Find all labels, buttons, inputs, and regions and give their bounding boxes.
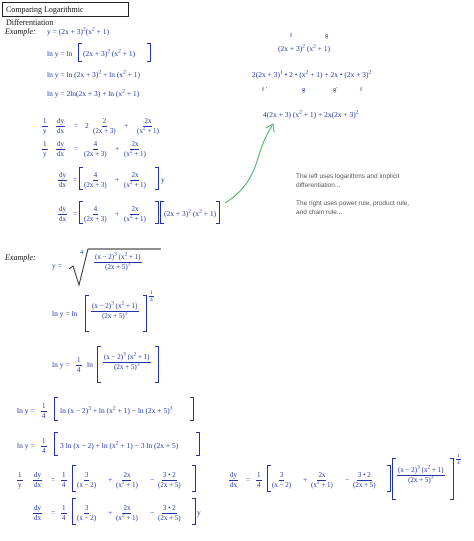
ex1-tail: $(2x + 3)^2$ $(x^2 + 1)$: [164, 208, 217, 218]
ln-word: ln: [87, 360, 93, 369]
bracket-right: [387, 465, 391, 492]
plus: +: [124, 121, 129, 130]
ex2-fraction: $\frac{(x - 2)^3 (x^2 + 1)}{(2x + 5)^3}$: [92, 300, 138, 320]
frac-dy-dx: $\frac{dy}{dx}$: [59, 205, 66, 223]
equals: =: [73, 209, 78, 218]
note-line-2: differentiation...: [296, 182, 341, 189]
frac-dy-dx: $\frac{dy}{dx}$: [34, 471, 41, 489]
ex2-fraction: $\frac{(x - 2)^3 (x^2 + 1)}{(2x + 5)^3}$: [398, 464, 444, 484]
bracket-left: [72, 498, 76, 525]
frac-3x2-over-2x5: $\frac{3 • 2}{(2x + 5)}$: [158, 504, 181, 522]
frac-1-4: $\frac{1}{4}$: [77, 356, 81, 374]
frac-2x-over-x21: $\frac{2x}{(x^2 + 1)}$: [116, 471, 138, 489]
root-index: 4: [80, 249, 84, 256]
note-line-4: and chain rule...: [296, 209, 343, 216]
note-line-1: The left uses logarithms and implicit: [296, 173, 400, 180]
ex2-ln-line-2: ln y =: [52, 360, 70, 369]
example-label-1: Example:: [5, 27, 36, 36]
frac-4-over-2x3: $\frac{4}{(2x + 3)}$: [84, 171, 107, 189]
bracket-left: [79, 167, 83, 190]
frac-1-4: $\frac{1}{4}$: [42, 437, 46, 455]
ex2-fraction: $\frac{(x - 2)^3 (x^2 + 1)}{(2x + 5)^3}$: [104, 351, 150, 371]
frac-2x-over-x21: $\frac{2x}{(x^2 + 1)}$: [116, 504, 138, 522]
plus: +: [303, 475, 308, 484]
frac-1-over-y: $\frac{1}{y}$: [43, 140, 47, 158]
equals: =: [74, 121, 79, 130]
frac-2x-over-x21: $\frac{2x}{(x^2 + 1)}$: [311, 471, 333, 489]
frac-dy-dx: $\frac{dy}{dx}$: [57, 117, 64, 135]
bracket-right: [450, 458, 454, 500]
note-line-3: The right uses power rule, product rule,: [296, 200, 410, 207]
plus: +: [115, 144, 120, 153]
right-result: 4(2x + 3) $(x^2 + 1) + 2x(2x + 3)^2$: [263, 109, 359, 119]
green-arrow: [220, 118, 280, 208]
bracket-right: [155, 167, 159, 190]
exponent-1-4: $\frac{1}{4}$: [150, 290, 153, 303]
ex1-ln-line-3: $\ln y = 2\ln(2x + 3) + \ln (x^2 + 1)$: [47, 88, 140, 98]
frac-3-over-x2: $\frac{3}{(x - 2)}$: [272, 471, 292, 489]
label-g2: g: [302, 86, 306, 93]
frac-3-over-x2: $\frac{3}{(x - 2)}$: [77, 504, 97, 522]
bracket-right: [192, 465, 196, 492]
label-f: f: [290, 32, 293, 39]
equals: =: [51, 508, 56, 517]
y-factor: y: [197, 508, 201, 517]
frac-dy-dx: $\frac{dy}{dx}$: [34, 504, 41, 522]
ex2-y-eq: y =: [52, 261, 62, 270]
frac-2x-over-x21: $\frac{2x}{(x^2 + 1)}$: [124, 171, 146, 189]
frac-1-4: $\frac{1}{4}$: [62, 504, 66, 522]
label-g: g: [325, 32, 329, 39]
frac-1-over-y: $\frac{1}{y}$: [43, 117, 47, 135]
ex2-radicand: $\frac{(x - 2)^3 (x^2 + 1)}{(2x + 5)^3}$: [95, 251, 141, 271]
frac-4-over-2x3: $\frac{4}{(2x + 3)}$: [84, 205, 107, 223]
bracket-left: [54, 397, 58, 421]
equals: =: [73, 175, 78, 184]
frac-3x2-over-2x5: $\frac{3 • 2}{(2x + 5)}$: [353, 471, 376, 489]
bracket-left: [85, 295, 89, 332]
frac-1-4: $\frac{1}{4}$: [62, 471, 66, 489]
bracket-left: [392, 458, 396, 500]
bracket-right: [190, 397, 194, 421]
ex1-ln-line-1-body: $(2x + 3)^2$ $(x^2 + 1)$: [83, 48, 136, 58]
bracket-left: [79, 201, 83, 224]
bracket-right: [155, 201, 159, 224]
bracket-left: [97, 346, 101, 383]
equals: =: [74, 144, 79, 153]
example-label-2: Example:: [5, 253, 36, 262]
minus: −: [150, 508, 155, 517]
equals: =: [51, 475, 56, 484]
plus: +: [115, 209, 120, 218]
frac-1-over-y: $\frac{1}{y}$: [18, 471, 22, 489]
frac-2x-over-x21: $\frac{2x}{(x^2 + 1)}$: [137, 117, 159, 135]
frac-dy-dx: $\frac{dy}{dx}$: [57, 140, 64, 158]
label-f2: f: [360, 86, 363, 93]
coef-2: 2: [85, 121, 89, 130]
bracket-right: [143, 295, 147, 332]
right-product-rule-line: $2(2x + 3)^1$ • 2 • $(x^2 + 1) + 2x$ • $(2x + 3)^2$: [252, 69, 372, 79]
equals: =: [246, 475, 251, 484]
label-fprime: f ': [262, 86, 267, 93]
ex2-ln-line-4: ln y =: [17, 441, 35, 450]
bracket-left: [267, 465, 271, 492]
frac-4-over-2x3: $\frac{4}{(2x + 3)}$: [84, 140, 107, 158]
minus: −: [345, 475, 350, 484]
bracket-right: [192, 498, 196, 525]
frac-2-over-2x3: $\frac{2}{(2x + 3)}$: [93, 117, 116, 135]
bracket-left: [54, 432, 58, 456]
ex2-ln-line-1: ln y = ln: [52, 309, 78, 318]
minus: −: [150, 475, 155, 484]
right-product: $(2x + 3)^2$ $(x^2 + 1)$: [278, 43, 331, 53]
frac-3-over-x2: $\frac{3}{(x - 2)}$: [77, 471, 97, 489]
frac-3x2-over-2x5: $\frac{3 • 2}{(2x + 5)}$: [158, 471, 181, 489]
ex1-ln-line-2: $\ln y = \ln (2x + 3)^2 + \ln (x^2 + 1)$: [47, 69, 141, 79]
frac-2x-over-x21: $\frac{2x}{(x^2 + 1)}$: [124, 140, 146, 158]
bracket-right: [147, 43, 151, 62]
ex1-ln-line-1: ln y = ln: [47, 49, 73, 58]
plus: +: [108, 508, 113, 517]
frac-1-4: $\frac{1}{4}$: [257, 471, 261, 489]
bracket-right: [155, 346, 159, 383]
y-factor: y: [161, 175, 165, 184]
plus: +: [115, 175, 120, 184]
bracket-left: [72, 465, 76, 492]
exponent-1-4: $\frac{1}{4}$: [457, 453, 460, 466]
frac-2x-over-x21: $\frac{2x}{(x^2 + 1)}$: [124, 205, 146, 223]
frac-1-4: $\frac{1}{4}$: [42, 402, 46, 420]
bracket-left: [78, 43, 82, 62]
ex2-ln-line-3-body: $\ln (x - 2)^3 + \ln (x^2 + 1) - \ln (2x + 5)^3$: [60, 405, 173, 415]
ex1-equation: $y = (2x + 3)^2(x^2 + 1)$: [47, 26, 109, 36]
frac-dy-dx: $\frac{dy}{dx}$: [230, 471, 237, 489]
ex2-ln-line-3: ln y =: [17, 406, 35, 415]
label-gprime: g': [333, 86, 338, 93]
ex2-ln-line-4-body: 3 $\ln (x - 2) + \ln (x^2 + 1) - 3$ ln (2x + 5): [60, 440, 179, 450]
plus: +: [108, 475, 113, 484]
bracket-right: [196, 432, 200, 456]
page-title: Comparing Logarithmic Differentiation: [2, 2, 129, 17]
frac-dy-dx: $\frac{dy}{dx}$: [59, 171, 66, 189]
